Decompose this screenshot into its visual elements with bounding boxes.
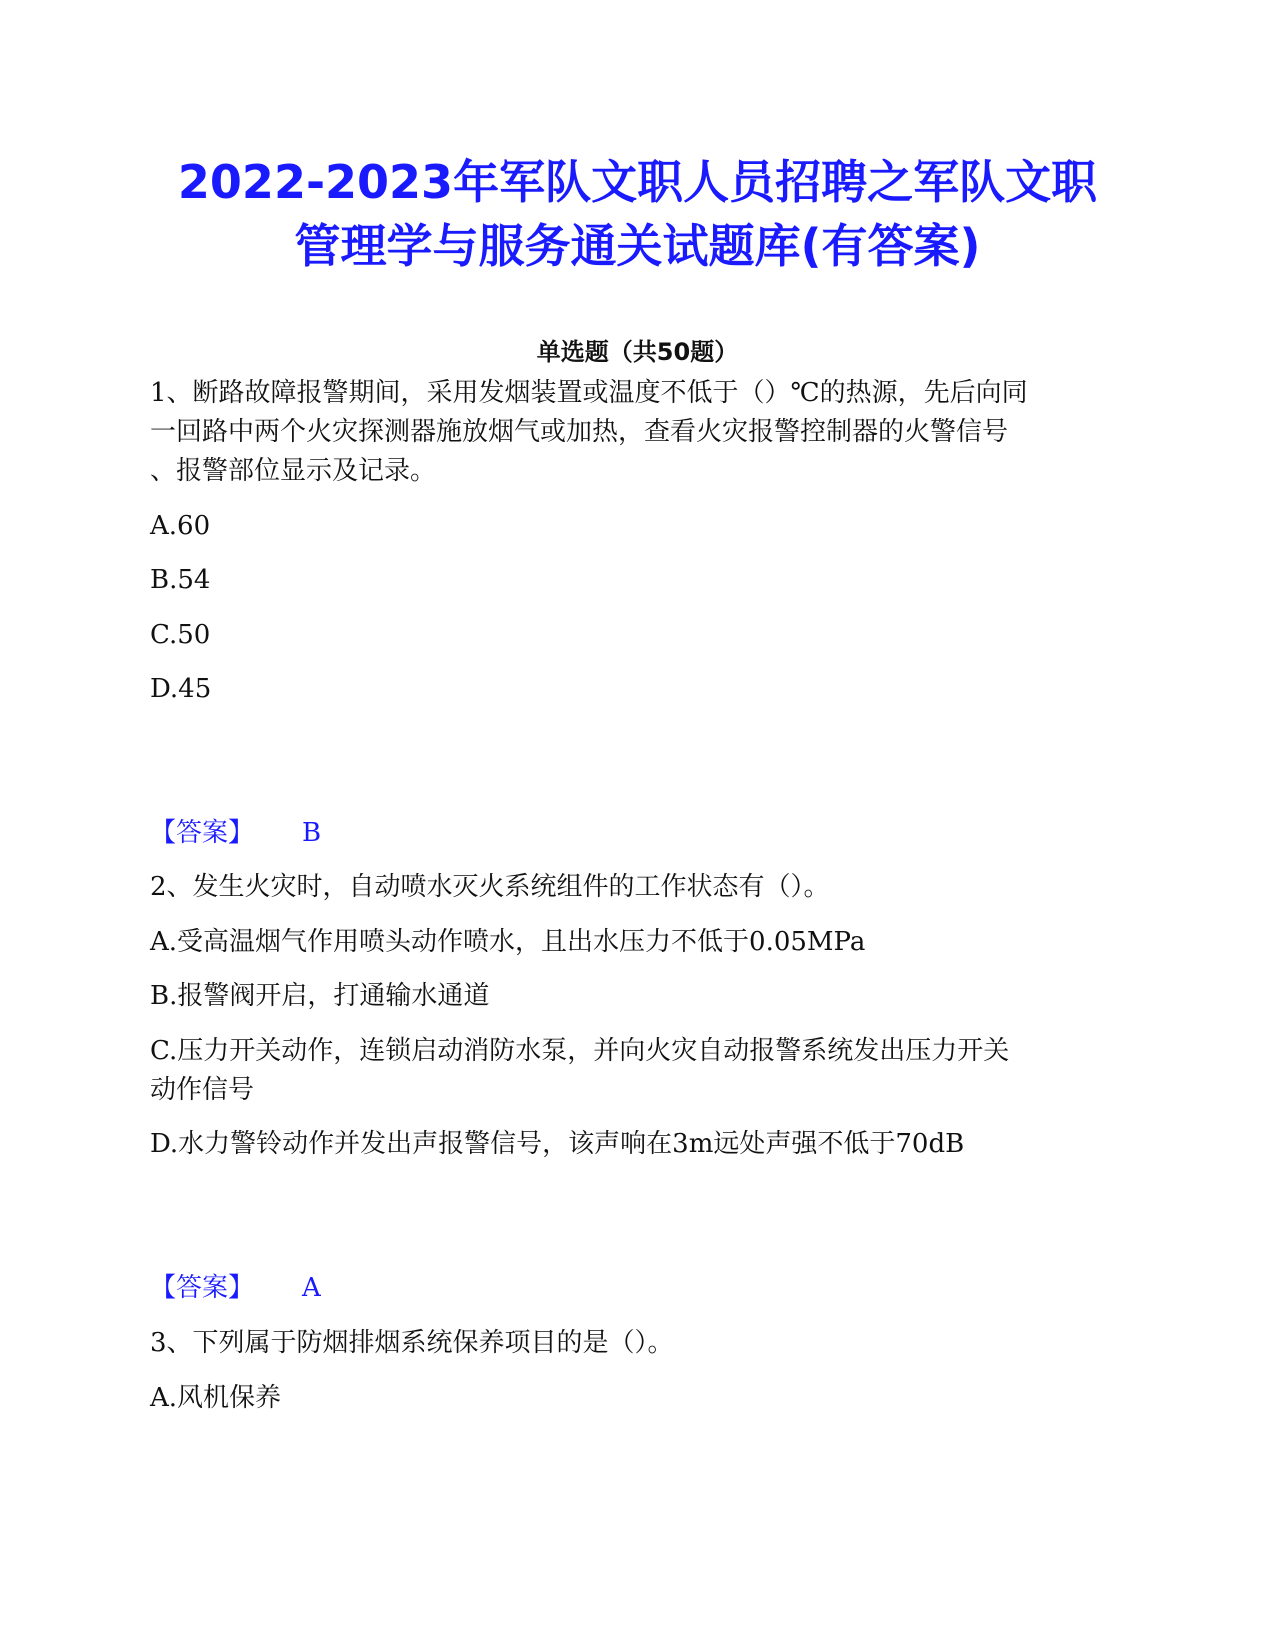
answer-value: A <box>302 1273 321 1303</box>
question-2-stem-line-1: 2、发生火灾时，自动喷水灭火系统组件的工作状态有（）。 <box>150 872 830 902</box>
question-2-option-c-continued: 动作信号 <box>150 1075 255 1105</box>
title-line-1: 2022-2023年军队文职人员招聘之军队文职 <box>177 155 1098 209</box>
question-1-answer <box>150 815 321 851</box>
question-2-option-d: D.水力警铃动作并发出声报警信号，该声响在3m远处声强不低于70dB <box>150 1129 965 1159</box>
question-1-option-c: C.50 <box>150 620 211 650</box>
question-3-option-a: A.风机保养 <box>150 1383 282 1413</box>
document-title <box>120 150 1155 278</box>
question-2-answer <box>150 1270 321 1306</box>
question-1-stem-line-3: 、报警部位显示及记录。 <box>150 456 437 486</box>
question-1-option-d: D.45 <box>150 674 212 704</box>
question-1-stem-line-1: 1、断路故障报警期间，采用发烟装置或温度不低于（）℃的热源，先后向同 <box>150 378 1028 408</box>
question-1-option-a: A.60 <box>150 511 211 541</box>
question-3-stem-line-1: 3、下列属于防烟排烟系统保养项目的是（）。 <box>150 1328 674 1358</box>
question-1-option-b: B.54 <box>150 565 211 595</box>
question-2-option-b: B.报警阀开启，打通输水通道 <box>150 981 490 1011</box>
question-2-option-a: A.受高温烟气作用喷头动作喷水，且出水压力不低于0.05MPa <box>150 927 866 957</box>
question-1-stem-line-2: 一回路中两个火灾探测器施放烟气或加热，查看火灾报警控制器的火警信号 <box>150 417 1009 447</box>
section-heading: 单选题（共50题） <box>536 338 739 366</box>
answer-value: B <box>302 818 322 848</box>
answer-label: 【答案】 <box>150 818 255 848</box>
question-2-option-c: C.压力开关动作，连锁启动消防水泵，并向火灾自动报警系统发出压力开关 <box>150 1036 1010 1066</box>
answer-label: 【答案】 <box>150 1273 255 1303</box>
title-line-2: 管理学与服务通关试题库(有答案) <box>294 219 981 273</box>
